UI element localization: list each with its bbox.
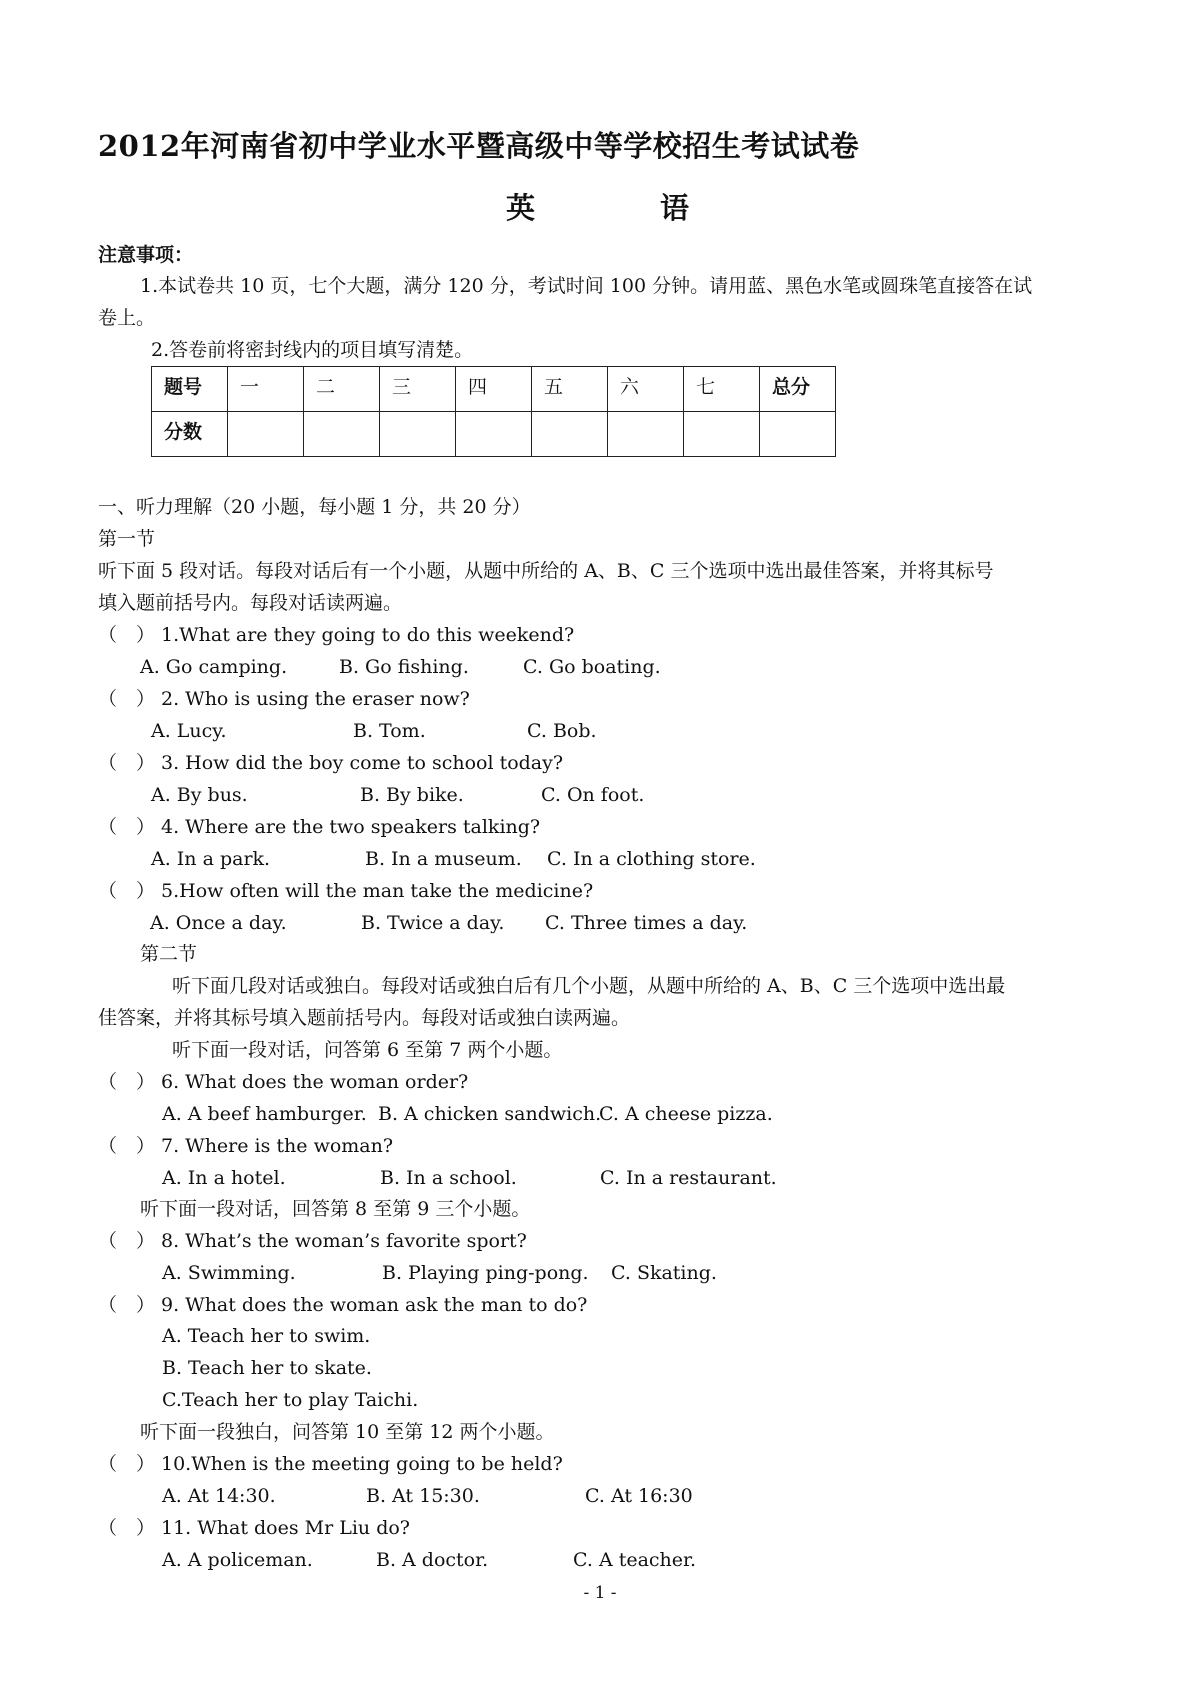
score-cell-blank[interactable] [304, 412, 380, 457]
option-c: C.Teach her to play Taichi. [162, 1389, 419, 1411]
part-2-instruction-line-1: 听下面几段对话或独白。每段对话或独白后有几个小题，从题中所给的 A、B、C 三个选项中选出最 [172, 975, 1006, 997]
option-b: B. Playing ping-pong. [382, 1262, 589, 1284]
score-cell-blank[interactable] [456, 412, 532, 457]
score-cell-blank[interactable] [380, 412, 456, 457]
score-cell-header: 三 [380, 367, 456, 412]
score-cell-header: 总分 [760, 367, 836, 412]
option-c: C. A cheese pizza. [599, 1103, 773, 1125]
score-cell-blank[interactable] [228, 412, 304, 457]
option-a: A. Swimming. [162, 1262, 296, 1284]
group-3-instruction: 听下面一段独白，问答第 10 至第 12 两个小题。 [140, 1421, 555, 1443]
option-a: A. Go camping. [140, 656, 288, 678]
score-cell-header: 一 [228, 367, 304, 412]
option-b: B. Teach her to skate. [162, 1357, 372, 1379]
option-a: A. At 14:30. [162, 1485, 276, 1507]
question-text: 1.What are they going to do this weekend? [161, 624, 575, 646]
option-a: A. In a hotel. [162, 1167, 286, 1189]
answer-paren[interactable]: （ ） [98, 816, 156, 838]
option-a: A. In a park. [151, 848, 271, 870]
score-table-score-row [152, 412, 836, 457]
part-2-instruction-line-2: 佳答案，并将其标号填入题前括号内。每段对话或独白读两遍。 [98, 1007, 631, 1029]
answer-paren[interactable]: （ ） [98, 1517, 156, 1539]
notice-heading: 注意事项： [98, 244, 194, 266]
option-c: C. Skating. [611, 1262, 717, 1284]
score-cell-blank[interactable] [608, 412, 684, 457]
score-cell-header: 七 [684, 367, 760, 412]
part-2-label: 第二节 [140, 943, 198, 965]
question-text: 7. Where is the woman? [161, 1135, 394, 1157]
option-a: A. Lucy. [151, 720, 227, 742]
notice-item-1-line-2: 卷上。 [98, 307, 156, 329]
option-c: C. Three times a day. [545, 912, 748, 934]
question-text: 10.When is the meeting going to be held? [161, 1453, 563, 1475]
section-1-heading: 一、听力理解（20 小题，每小题 1 分，共 20 分） [98, 496, 531, 518]
option-a: A. A policeman. [162, 1549, 313, 1571]
score-cell-header: 四 [456, 367, 532, 412]
answer-paren[interactable]: （ ） [98, 1135, 156, 1157]
group-1-instruction: 听下面一段对话，问答第 6 至第 7 两个小题。 [172, 1039, 563, 1061]
question-text: 11. What does Mr Liu do? [161, 1517, 410, 1539]
answer-paren[interactable]: （ ） [98, 688, 156, 710]
question-text: 5.How often will the man take the medicine? [161, 880, 594, 902]
option-b: B. Twice a day. [361, 912, 505, 934]
option-b: B. Tom. [353, 720, 426, 742]
score-cell-blank[interactable] [684, 412, 760, 457]
option-a: A. By bus. [151, 784, 248, 806]
score-cell-label: 分数 [152, 412, 228, 457]
notice-item-2: 2.答卷前将密封线内的项目填写清楚。 [151, 339, 474, 361]
page-number: - 1 - [583, 1583, 617, 1603]
option-b: B. A doctor. [376, 1549, 489, 1571]
answer-paren[interactable]: （ ） [98, 1230, 156, 1252]
question-text: 4. Where are the two speakers talking? [161, 816, 541, 838]
notice-item-1-line-1: 1.本试卷共 10 页，七个大题，满分 120 分，考试时间 100 分钟。请用蓝、黑色水笔或圆珠笔直接答在试 [140, 275, 1033, 297]
question-text: 9. What does the woman ask the man to do? [161, 1294, 588, 1316]
option-c: C. At 16:30 [585, 1485, 693, 1507]
option-c: C. Bob. [527, 720, 597, 742]
option-a: A. Teach her to swim. [162, 1325, 371, 1347]
part-1-label: 第一节 [98, 528, 156, 550]
score-cell-blank[interactable] [532, 412, 608, 457]
question-text: 2. Who is using the eraser now? [161, 688, 470, 710]
option-c: C. In a clothing store. [547, 848, 756, 870]
answer-paren[interactable]: （ ） [98, 1071, 156, 1093]
option-c: C. In a restaurant. [600, 1167, 777, 1189]
option-b: B. By bike. [360, 784, 464, 806]
option-b: B. Go fishing. [339, 656, 469, 678]
option-c: C. Go boating. [523, 656, 661, 678]
question-text: 6. What does the woman order? [161, 1071, 469, 1093]
score-table-header-row [152, 367, 836, 412]
option-a: A. A beef hamburger. [162, 1103, 367, 1125]
question-text: 8. What’s the woman’s favorite sport? [161, 1230, 527, 1252]
score-cell-blank[interactable] [760, 412, 836, 457]
answer-paren[interactable]: （ ） [98, 1294, 156, 1316]
exam-title: 2012年河南省初中学业水平暨高级中等学校招生考试试卷 [98, 129, 860, 163]
option-b: B. At 15:30. [366, 1485, 480, 1507]
option-b: B. In a museum. [365, 848, 522, 870]
answer-paren[interactable]: （ ） [98, 880, 156, 902]
question-text: 3. How did the boy come to school today? [161, 752, 564, 774]
score-cell-header: 二 [304, 367, 380, 412]
subject-char-1: 英 [506, 191, 536, 225]
option-c: C. On foot. [541, 784, 645, 806]
answer-paren[interactable]: （ ） [98, 752, 156, 774]
group-2-instruction: 听下面一段对话，回答第 8 至第 9 三个小题。 [140, 1198, 531, 1220]
answer-paren[interactable]: （ ） [98, 1453, 156, 1475]
part-1-instruction-line-1: 听下面 5 段对话。每段对话后有一个小题，从题中所给的 A、B、C 三个选项中选出最佳答案，并将其标号 [98, 560, 994, 582]
score-table [151, 366, 836, 457]
option-a: A. Once a day. [150, 912, 287, 934]
part-1-instruction-line-2: 填入题前括号内。每段对话读两遍。 [98, 592, 403, 614]
score-cell-header: 五 [532, 367, 608, 412]
score-cell-header: 六 [608, 367, 684, 412]
subject-char-2: 语 [660, 191, 690, 225]
option-c: C. A teacher. [573, 1549, 697, 1571]
answer-paren[interactable]: （ ） [98, 624, 156, 646]
score-cell-header: 题号 [152, 367, 228, 412]
option-b: B. In a school. [380, 1167, 517, 1189]
option-b: B. A chicken sandwich. [378, 1103, 602, 1125]
